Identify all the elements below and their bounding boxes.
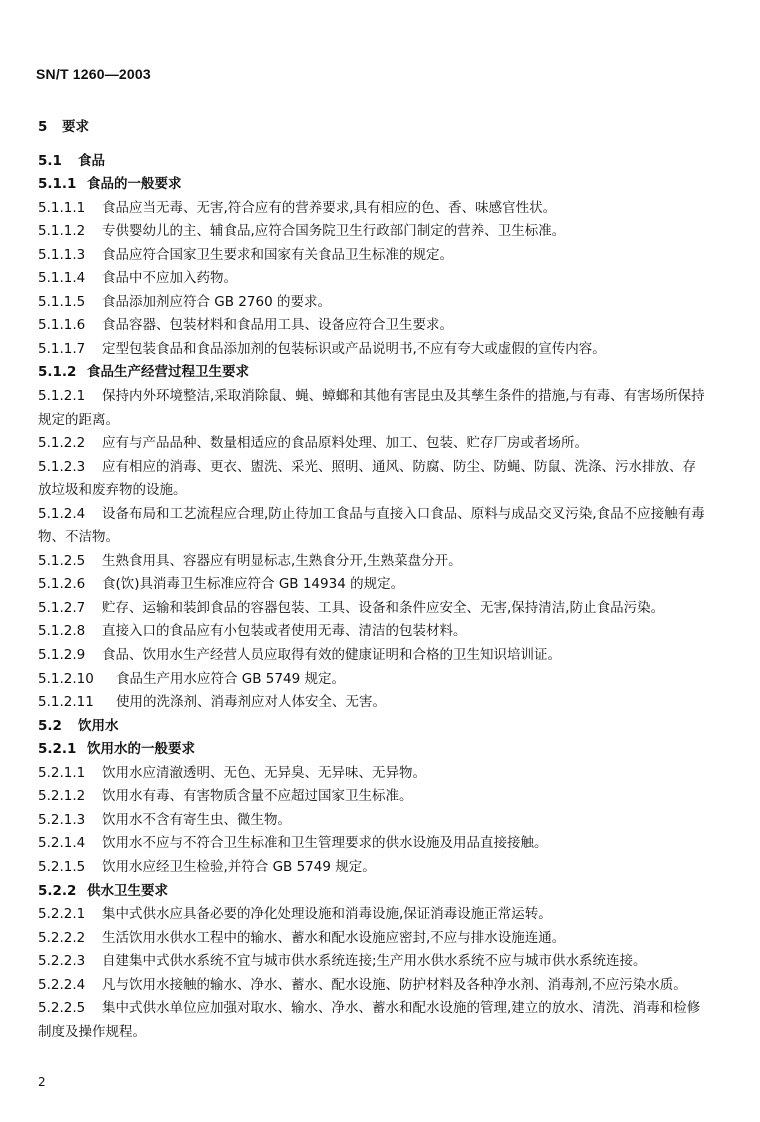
- clause-text: 食品、饮用水生产经营人员应取得有效的健康证明和合格的卫生知识培训证。: [102, 647, 561, 664]
- clause-text: 集中式供水应具备必要的净化处理设施和消毒设施,保证消毒设施正常运转。: [102, 906, 552, 923]
- clause-number: 5.2.2: [38, 882, 77, 899]
- clause-number: 5.2.1.1: [38, 764, 86, 781]
- clause-text: 生熟食用具、容器应有明显标志,生熟食分开,生熟菜盘分开。: [102, 552, 462, 569]
- clause-item: [38, 620, 708, 644]
- clause-item: [38, 903, 708, 927]
- clause-number: 5.1.1: [38, 176, 77, 193]
- clause-number: 5.1.2: [38, 364, 77, 381]
- clause-text: 专供婴幼儿的主、辅食品,应符合国务院卫生行政部门制定的营养、卫生标准。: [102, 223, 566, 240]
- clause-item: [38, 456, 708, 503]
- clause-number: 5.2.1.2: [38, 788, 86, 805]
- clause-number: 5.2.1.3: [38, 811, 86, 828]
- clause-item: [38, 338, 708, 362]
- clause-item: [38, 950, 708, 974]
- clause-number: 5.1.1.4: [38, 270, 86, 287]
- clause-text: 饮用水不含有寄生虫、微生物。: [102, 811, 291, 828]
- clause-number: 5.1.2.7: [38, 599, 86, 616]
- section-number: 5: [38, 119, 48, 135]
- clause-title: 供水卫生要求: [87, 882, 168, 899]
- clause-number: 5.2.1.4: [38, 835, 86, 852]
- clause-text: 食品应符合国家卫生要求和国家有关食品卫生标准的规定。: [102, 246, 453, 263]
- clause-heading: [38, 880, 708, 904]
- clause-item: [38, 856, 708, 880]
- clause-title: 食品的一般要求: [87, 176, 182, 193]
- clause-text: 饮用水应经卫生检验,并符合 GB 5749 规定。: [102, 858, 376, 875]
- document-body: [38, 116, 708, 1044]
- clause-number: 5.1.2.6: [38, 576, 86, 593]
- clause-title: 食品: [78, 152, 105, 169]
- clause-item: [38, 573, 708, 597]
- clause-item: [38, 267, 708, 291]
- clause-number: 5.2.1: [38, 741, 77, 758]
- clause-title: 食品生产经营过程卫生要求: [87, 364, 249, 381]
- clause-item: [38, 832, 708, 856]
- clause-item: [38, 432, 708, 456]
- clause-text: 应有与产品品种、数量相适应的食品原料处理、加工、包装、贮存厂房或者场所。: [102, 435, 588, 452]
- clause-text: 饮用水有毒、有害物质含量不应超过国家卫生标准。: [102, 788, 413, 805]
- clause-text: 设备布局和工艺流程应合理,防止待加工食品与直接入口食品、原料与成品交叉污染,食品不应接触有毒物、不洁物。: [38, 505, 705, 546]
- clause-number: 5.2.2.4: [38, 976, 86, 993]
- clause-number: 5.1.1.2: [38, 223, 86, 240]
- clause-item: [38, 597, 708, 621]
- clause-heading: [38, 361, 708, 385]
- clause-text: 饮用水应清澈透明、无色、无异臭、无异味、无异物。: [102, 764, 426, 781]
- clause-item: [38, 762, 708, 786]
- clause-text: 直接入口的食品应有小包装或者使用无毒、清洁的包装材料。: [102, 623, 467, 640]
- clause-item: [38, 220, 708, 244]
- page-number: 2: [38, 1075, 46, 1089]
- clause-text: 食品生产用水应符合 GB 5749 规定。: [116, 670, 345, 687]
- clause-heading: [38, 173, 708, 197]
- clause-number: 5.1.2.9: [38, 647, 86, 664]
- section-title: 要求: [62, 119, 89, 135]
- clause-number: 5.1.2.8: [38, 623, 86, 640]
- clause-heading: [38, 150, 708, 174]
- clause-number: 5.1.1.6: [38, 317, 86, 334]
- clause-title: 饮用水: [78, 717, 119, 734]
- clause-text: 食品容器、包装材料和食品用工具、设备应符合卫生要求。: [102, 317, 453, 334]
- clause-item: [38, 785, 708, 809]
- clause-number: 5.1.2.11: [38, 694, 94, 711]
- clause-number: 5.2: [38, 717, 62, 734]
- clause-heading: [38, 715, 708, 739]
- clause-item: [38, 644, 708, 668]
- clause-item: [38, 244, 708, 268]
- clause-item: [38, 314, 708, 338]
- clause-text: 食品应当无毒、无害,符合应有的营养要求,具有相应的色、香、味感官性状。: [102, 199, 557, 216]
- clause-text: 集中式供水单位应加强对取水、输水、净水、蓄水和配水设施的管理,建立的放水、清洗、消毒和检修制度及操作规程。: [38, 1000, 701, 1040]
- clause-title: 饮用水的一般要求: [87, 741, 195, 758]
- clause-item: [38, 691, 708, 715]
- clause-item: [38, 503, 708, 550]
- clause-number: 5.1.1.1: [38, 199, 86, 216]
- clause-number: 5.1.2.1: [38, 388, 86, 405]
- clause-item: [38, 927, 708, 951]
- clause-number: 5.1.2.2: [38, 435, 86, 452]
- clause-text: 应有相应的消毒、更衣、盥洗、采光、照明、通风、防腐、防尘、防蝇、防鼠、洗涤、污水排放、存放垃圾和废弃物的设施。: [38, 458, 696, 499]
- clause-number: 5.2.2.1: [38, 906, 86, 923]
- clause-number: 5.2.1.5: [38, 858, 86, 875]
- clause-number: 5.2.2.2: [38, 929, 86, 946]
- clause-item: [38, 809, 708, 833]
- clause-text: 凡与饮用水接触的输水、净水、蓄水、配水设施、防护材料及各种净水剂、消毒剂,不应污染水质。: [102, 976, 687, 993]
- clause-text: 贮存、运输和装卸食品的容器包装、工具、设备和条件应安全、无害,保持清洁,防止食品污染。: [102, 599, 665, 616]
- clause-item: [38, 997, 708, 1044]
- clause-number: 5.1.2.10: [38, 670, 94, 687]
- clause-number: 5.1.1.3: [38, 246, 86, 263]
- clause-number: 5.1.2.5: [38, 552, 86, 569]
- clause-number: 5.1.2.3: [38, 458, 86, 475]
- clause-number: 5.1.2.4: [38, 505, 86, 522]
- clause-number: 5.1.1.5: [38, 293, 86, 310]
- clause-text: 使用的洗涤剂、消毒剂应对人体安全、无害。: [116, 694, 386, 711]
- clause-text: 食品中不应加入药物。: [102, 270, 237, 287]
- clause-text: 自建集中式供水系统不宜与城市供水系统连接;生产用水供水系统不应与城市供水系统连接。: [102, 953, 647, 970]
- clause-item: [38, 550, 708, 574]
- clause-number: 5.1.1.7: [38, 340, 86, 357]
- clause-item: [38, 197, 708, 221]
- clause-item: [38, 974, 708, 998]
- clause-heading: [38, 738, 708, 762]
- document-code-header: SN/T 1260—2003: [36, 66, 151, 82]
- clause-text: 定型包装食品和食品添加剂的包装标识或产品说明书,不应有夸大或虚假的宣传内容。: [102, 340, 606, 357]
- clause-item: [38, 291, 708, 315]
- clause-item: [38, 668, 708, 692]
- clause-text: 生活饮用水供水工程中的输水、蓄水和配水设施应密封,不应与排水设施连通。: [102, 929, 566, 946]
- clause-number: 5.2.2.3: [38, 953, 86, 970]
- section-5-heading: [38, 116, 708, 140]
- clause-number: 5.2.2.5: [38, 1000, 86, 1017]
- clause-text: 保持内外环境整洁,采取消除鼠、蝇、蟑螂和其他有害昆虫及其孳生条件的措施,与有毒、有害场所保持规定的距离。: [38, 388, 705, 428]
- clause-number: 5.1: [38, 152, 62, 169]
- clause-text: 饮用水不应与不符合卫生标准和卫生管理要求的供水设施及用品直接接触。: [102, 835, 548, 852]
- clause-text: 食品添加剂应符合 GB 2760 的要求。: [102, 293, 331, 310]
- clause-item: [38, 385, 708, 432]
- clause-text: 食(饮)具消毒卫生标准应符合 GB 14934 的规定。: [102, 576, 405, 593]
